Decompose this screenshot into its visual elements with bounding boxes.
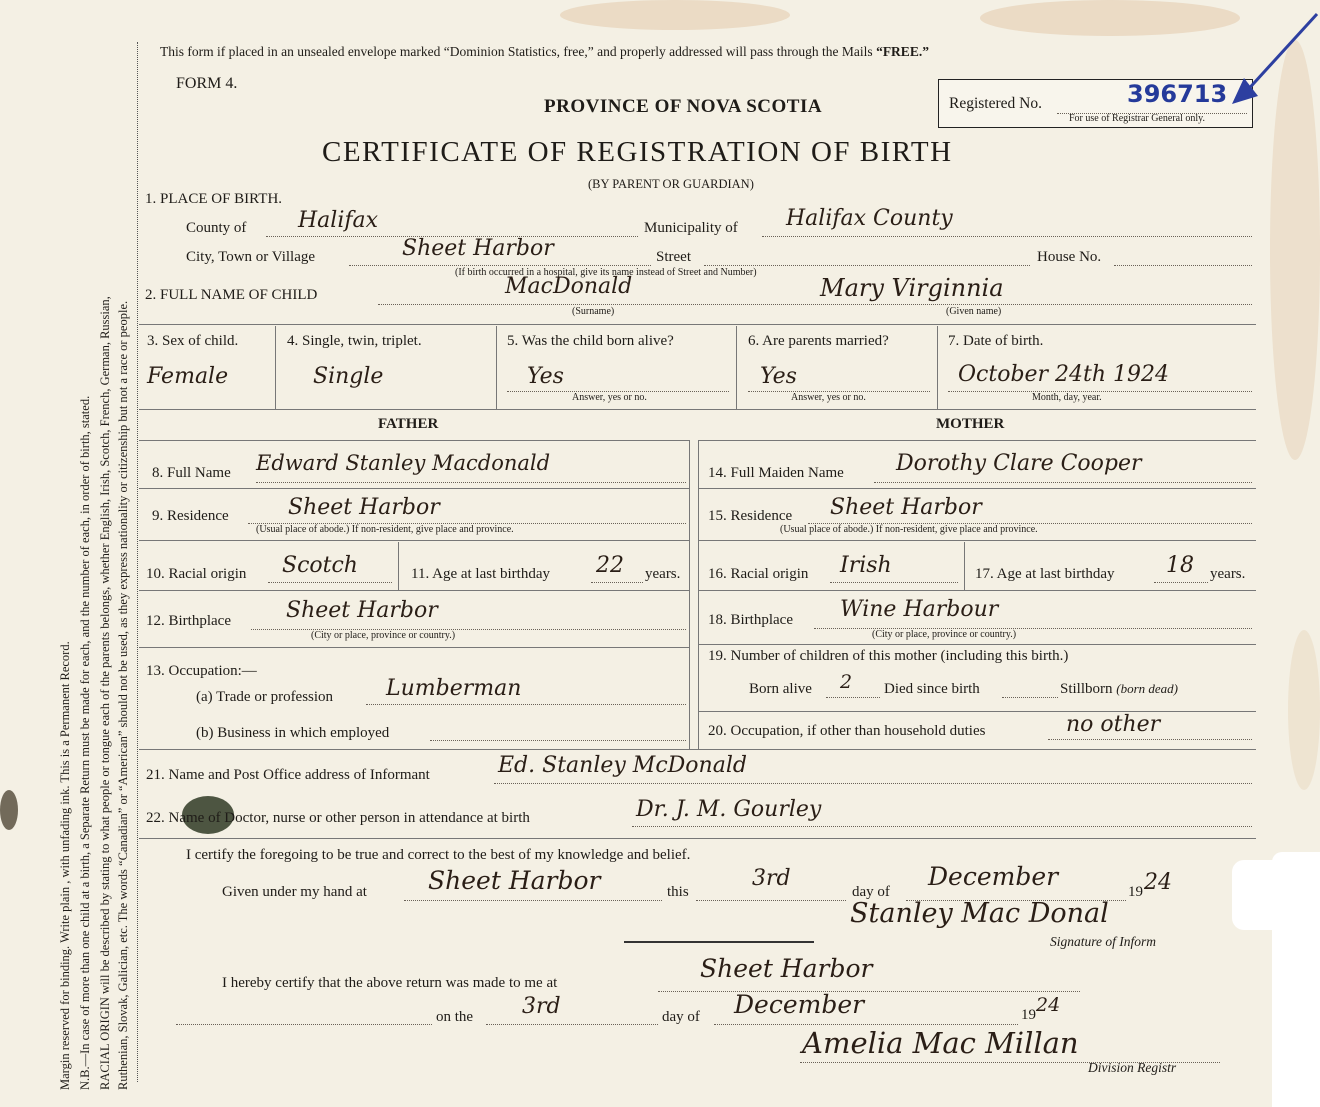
born-alive-value: 2	[840, 671, 853, 693]
registrar-statement: I hereby certify that the above return was made to me at	[222, 975, 558, 991]
married-value: Yes	[760, 364, 797, 389]
doctor-value: Dr. J. M. Gourley	[636, 797, 822, 822]
paper-stain	[560, 0, 790, 30]
registrar-place: Sheet Harbor	[700, 954, 873, 983]
rule	[964, 542, 965, 590]
father-trade-label: (a) Trade or profession	[196, 689, 334, 705]
mother-race: Irish	[840, 553, 892, 578]
registrar-month: December	[734, 990, 865, 1019]
father-birthplace-caption: (City or place, province or country.)	[311, 630, 456, 641]
given-place-line	[404, 900, 662, 901]
single-label: 4. Single, twin, triplet.	[287, 333, 422, 349]
mother-name-line	[874, 482, 1252, 483]
rule	[139, 409, 1256, 410]
sex-value: Female	[147, 364, 229, 389]
registrar-day-line	[486, 1024, 658, 1025]
paper-stain	[980, 0, 1240, 36]
rule	[736, 326, 737, 409]
rule	[496, 326, 497, 409]
mother-race-line	[830, 582, 958, 583]
city-value: Sheet Harbor	[402, 236, 554, 261]
mother-children-label: 19. Number of children of this mother (including this birth.)	[708, 648, 1069, 664]
born-alive-label: Born alive	[749, 681, 812, 697]
date-caption: Month, day, year.	[1032, 392, 1102, 403]
father-trade-line	[366, 704, 686, 705]
mother-heading: MOTHER	[936, 416, 1005, 432]
doctor-line	[632, 826, 1252, 827]
margin-note-2: N.B.—In case of more than one child at a birth, a Separate Return must be made for each, and the number of each, in order of birth, stated.	[78, 395, 92, 1090]
city-label: City, Town or Village	[186, 249, 316, 265]
rule	[698, 488, 1256, 489]
certificate-subtitle: (BY PARENT OR GUARDIAN)	[588, 177, 754, 191]
city-line	[349, 265, 651, 266]
street-label: Street	[656, 249, 691, 265]
municipality-label: Municipality of	[644, 220, 738, 236]
given-year-prefix: 19	[1128, 884, 1143, 900]
given-place: Sheet Harbor	[428, 866, 601, 895]
date-label: 7. Date of birth.	[948, 333, 1044, 349]
married-label: 6. Are parents married?	[748, 333, 889, 349]
sex-label: 3. Sex of child.	[147, 333, 239, 349]
mother-birthplace-label: 18. Birthplace	[708, 612, 793, 628]
father-heading: FATHER	[378, 416, 439, 432]
registrar-dayof-label: day of	[662, 1009, 700, 1025]
father-name-line	[256, 482, 686, 483]
mother-residence-label: 15. Residence	[708, 508, 793, 524]
mother-birthplace-caption: (City or place, province or country.)	[872, 629, 1017, 640]
mother-occupation-line	[1048, 739, 1252, 740]
child-name-line	[378, 304, 1252, 305]
father-birthplace: Sheet Harbor	[286, 598, 438, 623]
father-trade: Lumberman	[386, 676, 522, 701]
father-residence: Sheet Harbor	[288, 495, 440, 520]
rule	[275, 326, 276, 409]
doctor-label: 22. Name of Doctor, nurse or other person in attendance at birth	[146, 810, 530, 826]
registrar-day: 3rd	[522, 994, 561, 1019]
mother-name-label: 14. Full Maiden Name	[708, 465, 844, 481]
married-caption: Answer, yes or no.	[791, 392, 866, 403]
rule	[698, 440, 1256, 441]
margin-note-3: RACIAL ORIGIN will be described by stating to what people or tongue each of the parents belongs, whether English, Irish, Scotch, French, German, Russian,	[98, 296, 112, 1090]
registrar-month-line	[714, 1024, 1018, 1025]
mother-birthplace: Wine Harbour	[840, 597, 999, 622]
given-caption: (Given name)	[946, 306, 1002, 317]
rule	[139, 440, 689, 441]
rule	[698, 440, 699, 749]
child-given-name: Mary Virginnia	[820, 274, 1004, 302]
county-value: Halifax	[298, 208, 379, 233]
rule	[139, 488, 689, 489]
registered-number: 396713	[1127, 80, 1228, 108]
margin-note-4: Ruthenian, Slovak, Galician, etc. The words “Canadian” or “American” should not be used, as they express nationality or citizenship but not a race or people.	[116, 300, 130, 1090]
registered-box	[938, 79, 1253, 128]
rule	[139, 324, 1256, 325]
mail-notice: This form if placed in an unsealed envelope marked “Dominion Statistics, free,” and properly addressed will pass through the Mails “FREE.”	[160, 44, 929, 59]
given-day: 3rd	[752, 866, 791, 891]
alive-label: 5. Was the child born alive?	[507, 333, 674, 349]
rule	[698, 711, 1256, 712]
rule	[139, 647, 689, 648]
father-age-label: 11. Age at last birthday	[411, 566, 550, 582]
separator	[624, 941, 814, 943]
informant-signature: Stanley Mac Donal	[850, 898, 1109, 929]
alive-caption: Answer, yes or no.	[572, 392, 647, 403]
father-age: 22	[596, 553, 624, 578]
municipality-value: Halifax County	[786, 206, 953, 231]
paper-stain	[1288, 630, 1320, 790]
father-residence-label: 9. Residence	[152, 508, 229, 524]
rule	[698, 644, 1256, 645]
died-label: Died since birth	[884, 681, 980, 697]
on-the-label: on the	[436, 1009, 474, 1025]
mother-residence-caption: (Usual place of abode.) If non-resident, give place and province.	[780, 524, 1038, 535]
paper-edge	[1232, 860, 1320, 930]
died-line	[1002, 697, 1058, 698]
house-label: House No.	[1037, 249, 1102, 265]
rule	[937, 326, 938, 409]
margin-note-1: Margin reserved for binding. Write plain , with unfading ink. This is a Permanent Record.	[58, 641, 72, 1090]
registrar-place-line	[658, 991, 1080, 992]
given-under-label: Given under my hand at	[222, 884, 367, 900]
this-label: this	[667, 884, 689, 900]
father-business-label: (b) Business in which employed	[196, 725, 390, 741]
father-age-years: years.	[645, 566, 681, 582]
father-race-line	[268, 582, 392, 583]
mother-age-line	[1154, 582, 1208, 583]
mother-occupation: no other	[1066, 712, 1161, 737]
father-name-label: 8. Full Name	[152, 465, 231, 481]
registrar-signature: Amelia Mac Millan	[802, 1026, 1079, 1060]
province-heading: PROVINCE OF NOVA SCOTIA	[544, 96, 823, 117]
certify-statement: I certify the foregoing to be true and correct to the best of my knowledge and belief.	[186, 847, 691, 863]
signature-caption: Signature of Inform	[1050, 934, 1156, 949]
rule	[398, 542, 399, 590]
informant-line	[494, 783, 1252, 784]
single-value: Single	[313, 364, 384, 389]
ink-blot	[0, 790, 18, 830]
father-race: Scotch	[282, 553, 358, 578]
child-surname: MacDonald	[505, 274, 633, 299]
form-number: FORM 4.	[176, 75, 238, 92]
rule	[139, 749, 1256, 750]
given-month: December	[928, 862, 1059, 891]
father-business-line	[430, 740, 686, 741]
father-birthplace-label: 12. Birthplace	[146, 613, 231, 629]
mother-race-label: 16. Racial origin	[708, 566, 809, 582]
rule	[698, 540, 1256, 541]
street-line	[704, 265, 1030, 266]
house-line	[1114, 265, 1252, 266]
registered-label: Registered No.	[949, 95, 1042, 112]
given-day-line	[696, 900, 846, 901]
child-name-label: 2. FULL NAME OF CHILD	[145, 287, 318, 303]
mother-occupation-label: 20. Occupation, if other than household duties	[708, 723, 986, 739]
registered-note: For use of Registrar General only.	[1069, 113, 1205, 124]
rule	[139, 540, 689, 541]
alive-value: Yes	[527, 364, 564, 389]
county-label: County of	[186, 220, 247, 236]
rule	[689, 440, 690, 749]
registrar-lead-line	[176, 1024, 432, 1025]
stillborn-label: Stillborn (born dead)	[1060, 681, 1179, 697]
father-race-label: 10. Racial origin	[146, 566, 247, 582]
certificate-title: CERTIFICATE OF REGISTRATION OF BIRTH	[322, 136, 953, 168]
father-occupation-label: 13. Occupation:—	[146, 663, 257, 679]
blue-check-mark	[1222, 8, 1320, 104]
place-of-birth-heading: 1. PLACE OF BIRTH.	[145, 191, 283, 207]
mother-name: Dorothy Clare Cooper	[896, 451, 1142, 476]
registrar-year: 24	[1036, 994, 1061, 1016]
rule	[139, 590, 689, 591]
mother-residence: Sheet Harbor	[830, 495, 982, 520]
rule	[698, 590, 1256, 591]
informant-value: Ed. Stanley McDonald	[498, 753, 747, 778]
municipality-line	[762, 236, 1252, 237]
mother-age-years: years.	[1210, 566, 1246, 582]
informant-label: 21. Name and Post Office address of Informant	[146, 767, 430, 783]
father-name: Edward Stanley Macdonald	[256, 451, 551, 475]
father-age-line	[591, 582, 643, 583]
father-residence-caption: (Usual place of abode.) If non-resident, give place and province.	[256, 524, 514, 535]
surname-caption: (Surname)	[572, 306, 615, 317]
registrar-year-prefix: 19	[1021, 1007, 1036, 1023]
registrar-caption: Division Registr	[1088, 1060, 1177, 1075]
rule	[139, 838, 1256, 839]
date-value: October 24th 1924	[958, 362, 1170, 387]
dayof-label: day of	[852, 884, 890, 900]
born-alive-line	[826, 697, 880, 698]
mother-age-label: 17. Age at last birthday	[975, 566, 1115, 582]
mother-age: 18	[1166, 553, 1194, 578]
binding-margin-line	[137, 42, 138, 1082]
given-year: 24	[1144, 870, 1172, 895]
hospital-note: (If birth occurred in a hospital, give its name instead of Street and Number)	[455, 267, 757, 278]
